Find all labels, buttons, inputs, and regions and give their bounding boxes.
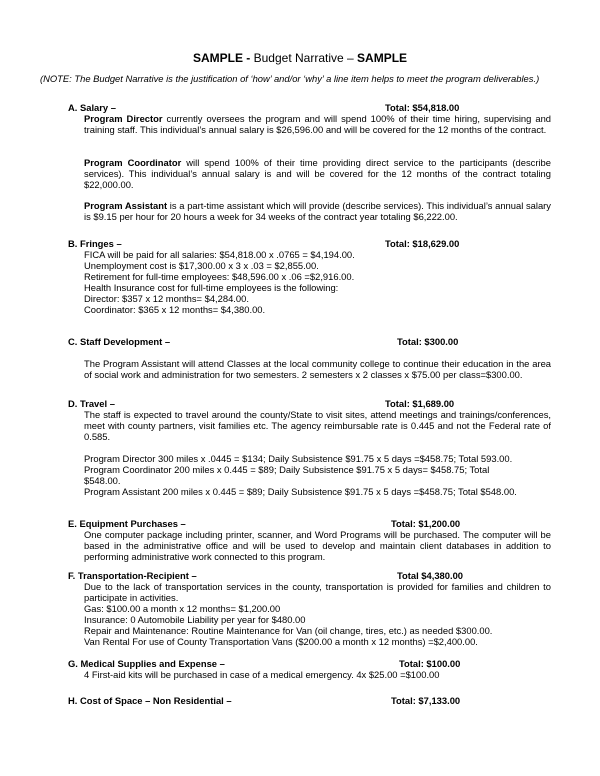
fringes-line: Unemployment cost is $17,300.00 x 3 x .03 = $2,855.00. — [84, 260, 319, 271]
page-title — [0, 51, 600, 65]
equipment-text: One computer package including printer, scanner, and Word Programs will be purchased. The computer will be based in the administrative office and will be used to develop and maintain client databases in addition to performing administrative work connected to this program. — [84, 529, 551, 563]
cost-of-space-heading: H. Cost of Space – Non Residential – — [68, 695, 232, 706]
salary-assistant-paragraph — [84, 200, 551, 222]
coordinator-text: will spend 100% of their time providing direct service to the participants (describe services). This individual’s annual salary is and will be covered for the 12 months of the contract totaling $22,000.00. — [84, 157, 551, 191]
salary-total: Total: $54,818.00 — [385, 102, 460, 113]
salary-director-paragraph — [84, 113, 551, 135]
transportation-heading: F. Transportation-Recipient – — [68, 570, 197, 581]
transportation-line: Gas: $100.00 a month x 12 months= $1,200.00 — [84, 603, 281, 614]
travel-heading: D. Travel – — [68, 398, 115, 409]
travel-assistant-line: Program Assistant 200 miles x 0.445 = $89; Daily Subsistence $91.75 x 5 days =$458.75; Total $548.00. — [84, 486, 517, 497]
assistant-text: is a part-time assistant which will provide (describe services). This individual’s annual salary is $9.15 per hour for 20 hours a week for 34 weeks of the contract year totaling $6,222.00. — [84, 200, 551, 223]
travel-director-line: Program Director 300 miles x .0445 = $134; Daily Subsistence $91.75 x 5 days =$458.75; Total 593.00. — [84, 453, 513, 464]
travel-coordinator-line-cont: $548.00. — [84, 475, 121, 486]
equipment-total: Total: $1,200.00 — [391, 518, 461, 529]
fringes-line: Retirement for full-time employees: $48,596.00 x .06 =$2,916.00. — [84, 271, 355, 282]
assistant-label: Program Assistant — [84, 200, 168, 211]
transportation-line: Insurance: 0 Automobile Liability per year for $480.00 — [84, 614, 306, 625]
budget-note: (NOTE: The Budget Narrative is the justification of ‘how’ and/or ‘why’ a line item helps to meet the program deliverables.) — [40, 73, 540, 84]
fringes-line: FICA will be paid for all salaries: $54,818.00 x .0765 = $4,194.00. — [84, 249, 355, 260]
salary-coordinator-paragraph — [84, 157, 551, 191]
transportation-line: Van Rental For use of County Transportation Vans ($200.00 a month x 12 months) =$2,400.00. — [84, 636, 478, 647]
title-sample-left: SAMPLE - — [192, 51, 251, 65]
staff-development-text: The Program Assistant will attend Classes at the local community college to continue their education in the area of social work and administration for two semesters. 2 semesters x 2 classes x $75.00 per class=$300.00. — [84, 358, 551, 381]
title-sample-right: SAMPLE — [357, 51, 408, 65]
fringes-heading: B. Fringes – — [68, 238, 122, 249]
travel-coordinator-line: Program Coordinator 200 miles x 0.445 = $89; Daily Subsistence $91.75 x 5 days= $458.75; Total — [84, 464, 490, 475]
transportation-total: Total $4,380.00 — [397, 570, 464, 581]
equipment-heading: E. Equipment Purchases – — [68, 518, 186, 529]
staff-development-total: Total: $300.00 — [397, 336, 459, 347]
director-label: Program Director — [84, 113, 163, 124]
staff-development-heading: C. Staff Development – — [68, 336, 171, 347]
transportation-line: Repair and Maintenance: Routine Maintenance for Van (oil change, tires, etc.) as needed $300.00. — [84, 625, 493, 636]
transportation-text: Due to the lack of transportation services in the county, transportation is provided for families and children to participate in activities. — [84, 581, 551, 604]
medical-total: Total: $100.00 — [399, 658, 461, 669]
travel-total: Total: $1,689.00 — [385, 398, 455, 409]
director-text: currently oversees the program and will spend 100% of their time hiring, supervising and training staff. This individual’s annual salary is $26,596.00 and will be covered for the 12 months of the contract. — [84, 113, 551, 136]
cost-of-space-total: Total: $7,133.00 — [391, 695, 461, 706]
coordinator-label: Program Coordinator — [84, 157, 182, 168]
medical-heading: G. Medical Supplies and Expense – — [68, 658, 225, 669]
title-middle: Budget Narrative – — [250, 51, 358, 65]
fringes-line: Director: $357 x 12 months= $4,284.00. — [84, 293, 249, 304]
fringes-line: Health Insurance cost for full-time employees is the following: — [84, 282, 339, 293]
fringes-total: Total: $18,629.00 — [385, 238, 460, 249]
salary-heading: A. Salary – — [68, 102, 116, 113]
fringes-line: Coordinator: $365 x 12 months= $4,380.00. — [84, 304, 266, 315]
medical-text: 4 First-aid kits will be purchased in case of a medical emergency. 4x $25.00 =$100.00 — [84, 669, 440, 680]
travel-text: The staff is expected to travel around the county/State to visit sites, attend meetings and trainings/conferences, meet with county partners, visit families etc. The agency reimbursable rate is 0.445 and not the Federal rate of 0.585. — [84, 409, 551, 443]
